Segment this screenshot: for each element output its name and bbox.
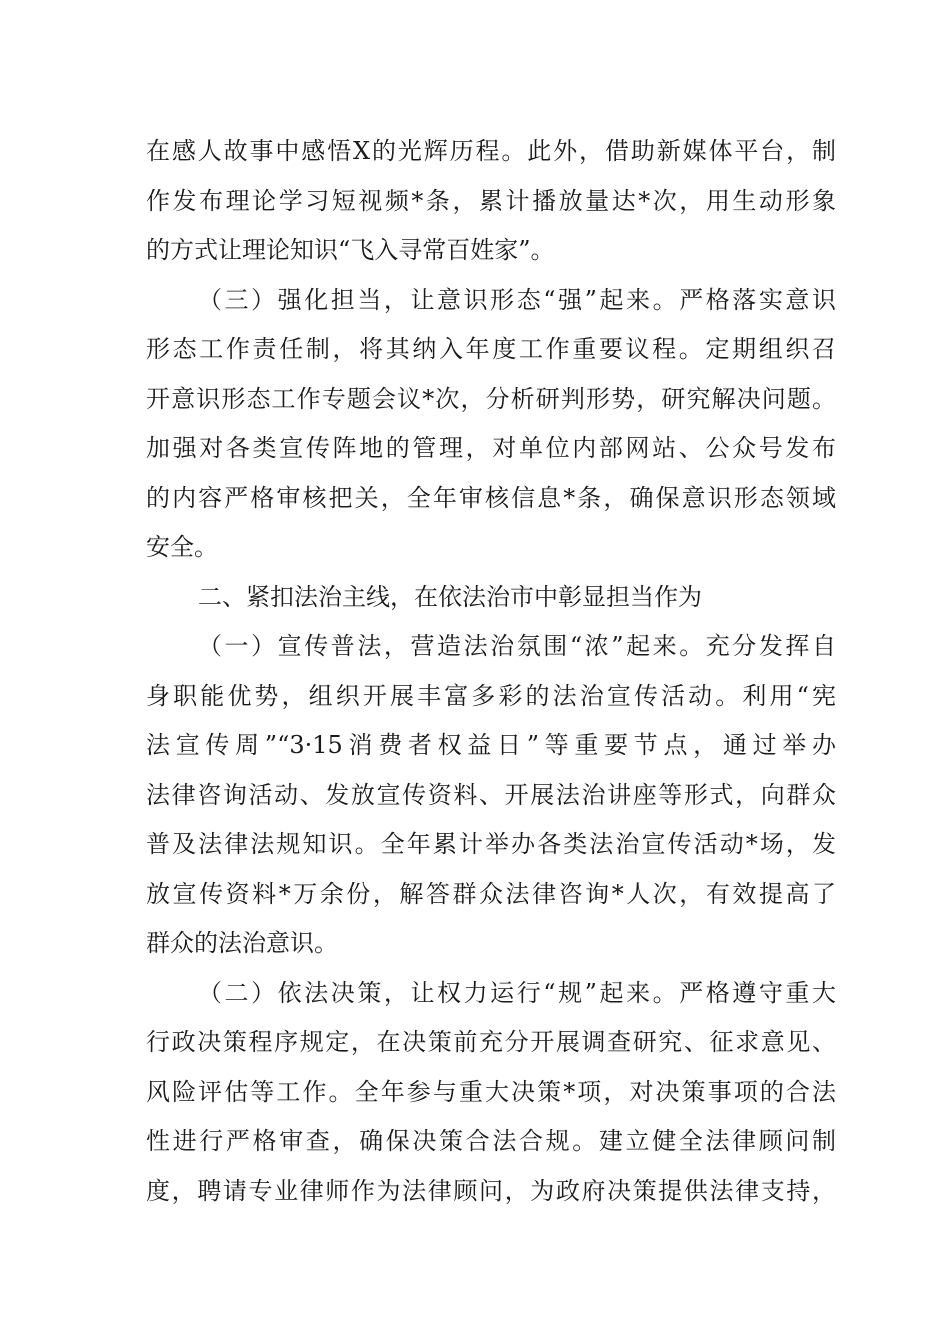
paragraph-line: 普及法律法规知识。全年累计举办各类法治宣传活动*场，发 <box>146 830 836 858</box>
paragraph-line: 度，聘请专业律师作为法律顾问，为政府决策提供法律支持， <box>146 1176 836 1205</box>
section-heading-line: （二）依法决策，让权力运行“规”起来。严格遵守重大 <box>198 978 836 1007</box>
paragraph-line: 风险评估等工作。全年参与重大决策*项，对决策事项的合法 <box>146 1077 836 1106</box>
section-heading-line: （三）强化担当，让意识形态“强”起来。严格落实意识 <box>198 285 836 314</box>
paragraph-line: 的方式让理论知识“飞入寻常百姓家”。 <box>146 236 555 264</box>
paragraph-line: 法律咨询活动、发放宣传资料、开展法治讲座等形式，向群众 <box>146 780 836 809</box>
section-heading-line: （一）宣传普法，营造法治氛围“浓”起来。充分发挥自 <box>198 632 836 660</box>
paragraph-line: 作发布理论学习短视频*条，累计播放量达*次，用生动形象 <box>146 186 836 215</box>
paragraph-line: 加强对各类宣传阵地的管理，对单位内部网站、公众号发布 <box>146 434 836 462</box>
paragraph-line: 在感人故事中感悟X的光辉历程。此外，借助新媒体平台，制 <box>146 137 836 165</box>
paragraph-line: 行政决策程序规定，在决策前充分开展调查研究、征求意见、 <box>146 1028 836 1056</box>
paragraph-line: 的内容严格审核把关，全年审核信息*条，确保意识形态领域 <box>146 483 836 512</box>
paragraph-line: 群众的法治意识。 <box>146 929 338 957</box>
paragraph-line: 形态工作责任制，将其纳入年度工作重要议程。定期组织召 <box>146 335 836 363</box>
paragraph-line: 开意识形态工作专题会议*次，分析研判形势，研究解决问题。 <box>146 384 836 413</box>
chapter-heading: 二、紧扣法治主线，在依法治市中彰显担当作为 <box>198 582 702 611</box>
paragraph-line: 身职能优势，组织开展丰富多彩的法治宣传活动。利用“宪 <box>146 681 836 710</box>
paragraph-line: 放宣传资料*万余份，解答群众法律咨询*人次，有效提高了 <box>146 879 836 908</box>
paragraph-line: 法宣传周”“3·15消费者权益日”等重要节点，通过举办 <box>146 731 836 759</box>
document-body <box>146 127 836 1216</box>
paragraph-line: 性进行严格审查，确保决策合法合规。建立健全法律顾问制 <box>146 1127 836 1155</box>
paragraph-line: 安全。 <box>146 533 218 561</box>
